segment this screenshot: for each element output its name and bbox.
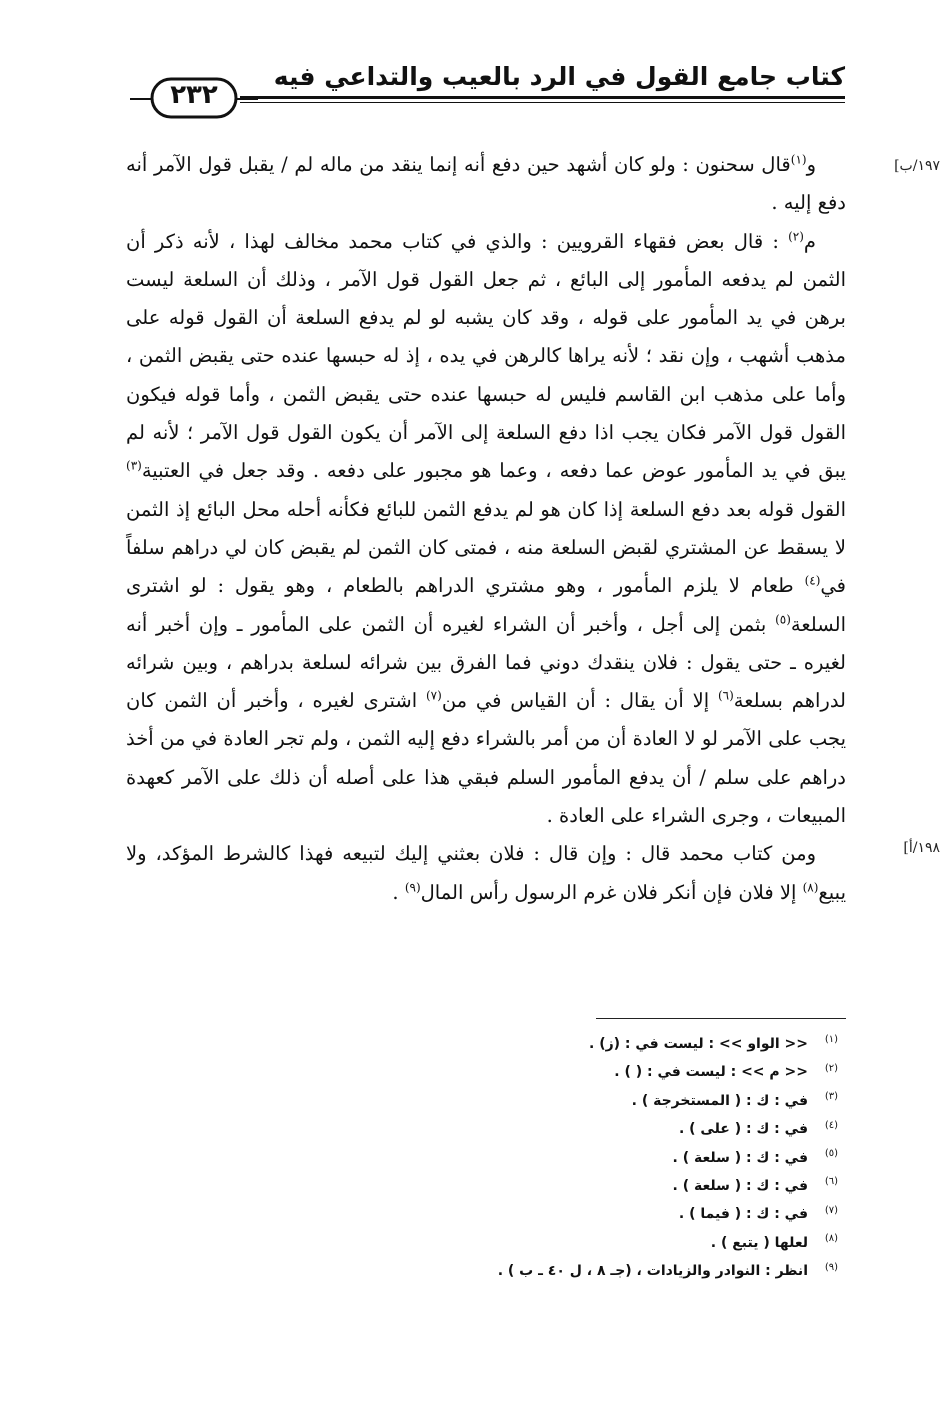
margin-folio-note-1: [١٩٧/ب — [894, 158, 940, 174]
paragraph-3-text-a: ومن كتاب محمد قال : وإن قال : فلان بعثني إليك لتبيعه فهذا كالشرط المؤكد، ولا يبيع — [126, 842, 846, 904]
footnote-text: في : ك : ( فيما ) . — [678, 1206, 808, 1223]
footnote-text: في : ك : ( على ) . — [678, 1121, 808, 1138]
footnote-ref-2[interactable]: (٢) — [788, 229, 804, 244]
footnote-ref-3[interactable]: (٣) — [126, 458, 142, 473]
footnote-text: في : ك : ( سلعة ) . — [672, 1178, 808, 1195]
paragraph-3-text-b: إلا فلان فإن أنكر فلان غرم الرسول رأس المال — [420, 880, 803, 904]
paragraph-2-text-a: : قال بعض فقهاء القرويين : والذي في كتاب محمد مخالف لهذا ، لأنه ذكر أن الثمن لم يدفعه المأمور إلى البائع ، ثم جعل القول قول الآمر ، وذلك أن السلعة ليست برهن في يد المأمور على قوله ، وقد كان يشبه لو لم يدفع السلعة أن القول قوله على مذهب أشهب ، وإن نقد ؛ لأنه يراها كالرهن في يده ، إذ له حبسها عنده حتى يقبض الثمن ، وأما على مذهب ابن القاسم فليس له حبسها عنده حتى يقبض الثمن ، وأما قوله فيكون القول قول الآمر فكان يجب اذا دفع السلعة إلى الآمر أن يكون القول قول الآمر ؛ لأنه لم يبق في يد المأمور عوض عما دفعه ، وعما هو مجبور على دفعه . وقد جعل في العتبية — [126, 229, 846, 483]
footnote-item: (٩)انظر : النوادر والزيادات ، (جـ ٨ ، ل ٤٠ ـ ب ) . — [497, 1261, 838, 1280]
running-title: كتاب جامع القول في الرد بالعيب والتداعي فيه — [273, 62, 845, 91]
footnote-item: (٣)في : ك : ( المستخرجة ) . — [631, 1091, 838, 1109]
paragraph-2-text-f: اشترى لغيره ، وأخبر أن الثمن كان يجب على الآمر لو لا العادة أن من أمر بالشراء دفع إليه الثمن ، ولم تجر العادة في من أخذ دراهم على سلم / أن يدفع المأمور السلم فبقي هذا على أصله أن ذلك على الآمر كعهدة المبيعات ، وجرى الشراء على العادة . — [126, 689, 846, 828]
footnote-separator — [596, 1018, 846, 1019]
footnote-ref-6[interactable]: (٦) — [717, 688, 734, 703]
paragraph-1 — [126, 146, 846, 223]
header-rule — [240, 96, 845, 99]
footnote-text: << م >> : ليست في : ( ) . — [614, 1064, 808, 1081]
footnote-item: (٧)في : ك : ( فيما ) . — [678, 1204, 838, 1223]
footnote-item: (٤)في : ك : ( على ) . — [678, 1119, 838, 1138]
footnotes — [438, 1030, 838, 1286]
header-rule-thin — [240, 102, 845, 103]
footnote-item: (٢)<< م >> : ليست في : ( ) . — [614, 1062, 838, 1081]
page-header — [130, 58, 845, 118]
paragraph-2-text-e: إلا أن يقال : أن القياس في من — [441, 689, 718, 713]
footnote-ref-7[interactable]: (٧) — [425, 688, 442, 703]
footnote-item: (٦)في : ك : ( سلعة ) . — [672, 1176, 838, 1195]
footnote-text: لعلها ( يتبع ) . — [710, 1234, 808, 1251]
margin-folio-note-2: [١٩٨/أ — [903, 840, 940, 856]
paragraph-2-text-c: طعام لا يلزم المأمور ، وهو مشتري الدراهم بالطعام ، وهو يقول : لو اشترى السلعة — [126, 574, 846, 636]
footnote-text: في : ك : ( سلعة ) . — [672, 1149, 808, 1166]
footnote-ref-5[interactable]: (٥) — [775, 612, 791, 627]
footnote-ref-8[interactable]: (٨) — [802, 880, 819, 895]
footnote-ref-4[interactable]: (٤) — [804, 573, 821, 588]
paragraph-2-prefix: م — [803, 229, 816, 253]
footnote-item: (٥)في : ك : ( سلعة ) . — [672, 1147, 838, 1166]
paragraph-3-text-c: . — [392, 880, 405, 904]
footnote-ref-1[interactable]: (١) — [790, 152, 807, 167]
footnote-text: في : ك : ( المستخرجة ) . — [631, 1092, 808, 1109]
paragraph-2-text-d: بثمن إلى أجل ، وأخبر أن الشراء لغيره أن الثمن على المأمور ـ وإن أخبر أنه لغيره ـ حتى يقول : فلان ينقدك دوني فما الفرق بين شرائه لسلعة بدراهم ، وبين شرائه لدراهم بسلعة — [126, 612, 846, 713]
paragraph-2 — [126, 223, 846, 836]
paragraph-2-text-b: القول قوله بعد دفع السلعة إذا كان هو لم يدفع الثمن للبائع فكأنه أحله محل البائع إذ الثمن لا يسقط عن المشتري لقبض السلعة منه ، فمتى كان الثمن لم يقبض كان لي دراهم سلفاً في — [126, 497, 846, 598]
paragraph-3 — [126, 835, 846, 912]
footnote-text: << الواو >> : ليست في : (ز) . — [589, 1036, 808, 1052]
footnote-text: انظر : النوادر والزيادات ، (جـ ٨ ، ل ٤٠ ـ ب ) . — [497, 1263, 808, 1280]
paragraph-1-prefix: و — [806, 153, 816, 176]
page-number-badge — [130, 76, 258, 122]
paragraph-1-text: قال سحنون : ولو كان أشهد حين دفع أنه إنما ينقد من ماله لم / يقبل قول الآمر أنه دفع إليه . — [126, 153, 846, 215]
main-text — [126, 146, 846, 912]
footnote-item: (١)<< الواو >> : ليست في : (ز) . — [589, 1034, 838, 1052]
footnote-ref-9[interactable]: (٩) — [404, 880, 421, 895]
footnote-item: (٨)لعلها ( يتبع ) . — [710, 1233, 838, 1251]
page-number: ٢٣٢ — [170, 80, 218, 110]
